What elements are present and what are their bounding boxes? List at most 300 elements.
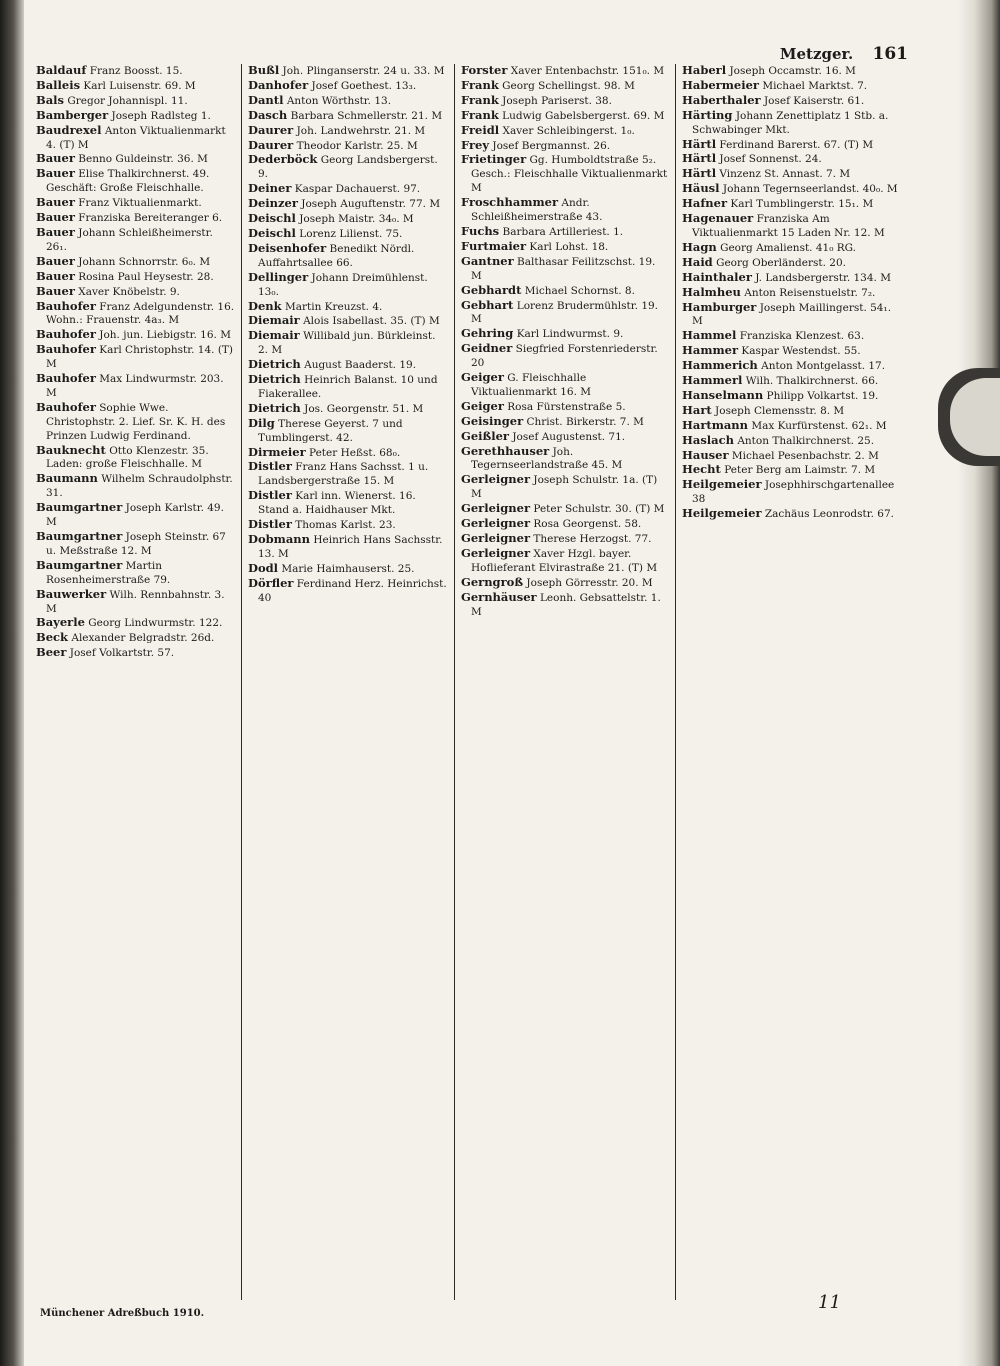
entry-surname: Bauer <box>36 166 75 181</box>
directory-entry <box>461 445 669 474</box>
directory-entry <box>36 226 235 255</box>
directory-entry <box>36 152 235 167</box>
entry-details: Marie Haimhauserst. 25. <box>281 562 415 575</box>
directory-entry <box>36 646 235 661</box>
entry-details: Joseph Schulstr. 1a. (T) M <box>471 474 658 501</box>
directory-entry <box>36 109 235 124</box>
entry-details: G. Fleischhalle Viktualienmarkt 16. M <box>471 372 591 398</box>
entry-surname: Bauknecht <box>36 442 106 457</box>
entry-surname: Gerleigner <box>461 531 531 545</box>
directory-entry <box>36 64 235 79</box>
entry-details: Kaspar Dachauerst. 97. <box>294 183 421 196</box>
directory-entry <box>682 419 902 434</box>
entry-details: August Baaderst. 19. <box>304 359 417 372</box>
directory-entry <box>36 328 235 343</box>
directory-entry <box>248 153 448 182</box>
entry-surname: Hammel <box>682 328 737 343</box>
entry-details: Siegfried Forstenriederstr. 20 <box>471 343 658 370</box>
entry-surname: Gebhardt <box>461 282 522 297</box>
directory-entry <box>461 547 669 576</box>
entry-details: Anton Viktualienmarkt 4. (T) M <box>46 124 226 151</box>
entry-surname: Hammer <box>682 343 739 358</box>
entry-surname: Dellinger <box>248 269 309 284</box>
entry-surname: Deiner <box>248 181 292 196</box>
entry-surname: Dobmann <box>248 532 311 546</box>
directory-entry <box>682 286 902 301</box>
entry-details: Wilhelm Schraudolphstr. 31. <box>46 473 233 500</box>
directory-entry <box>461 94 669 109</box>
directory-entry <box>461 327 669 342</box>
entry-surname: Bayerle <box>36 615 85 630</box>
entry-surname: Gernhäuser <box>461 589 537 604</box>
entry-details: Josef Kaiserstr. 61. <box>763 94 865 107</box>
entry-details: Joseph Maillingerst. 54₁. M <box>692 301 892 328</box>
entry-surname: Gebhart <box>461 297 514 312</box>
entry-surname: Dietrich <box>248 357 301 372</box>
entry-details: Karl Christophstr. 14. (T) M <box>46 344 234 371</box>
book-gutter <box>0 0 24 1366</box>
entry-details: Michael Marktst. 7. <box>762 79 868 92</box>
directory-entry <box>248 417 448 446</box>
directory-entry <box>36 588 235 617</box>
entry-surname: Danhofer <box>248 77 309 92</box>
entry-surname: Baumgartner <box>36 500 123 515</box>
entry-surname: Habermeier <box>682 77 759 92</box>
directory-entry <box>461 371 669 400</box>
entry-surname: Geißler <box>461 428 509 443</box>
directory-entry <box>682 109 902 138</box>
entry-surname: Härtl <box>682 136 717 151</box>
entry-surname: Frietinger <box>461 152 527 167</box>
entry-surname: Baumgartner <box>36 557 123 572</box>
entry-details: Joh. Tegernseerlandstraße 45. M <box>471 445 623 472</box>
entry-surname: Hauser <box>682 447 729 462</box>
entry-surname: Hart <box>682 402 712 417</box>
entry-details: Leonh. Gebsattelstr. 1. M <box>471 591 661 618</box>
entry-details: Franz Viktualienmarkt. <box>78 197 202 210</box>
entry-surname: Hainthaler <box>682 269 752 284</box>
directory-entry <box>461 342 669 371</box>
running-head <box>780 44 908 64</box>
entry-surname: Bauer <box>36 195 75 210</box>
directory-entry <box>248 446 448 461</box>
entry-details: Karl inn. Wienerst. 16. Stand a. Haidhauser Mkt. <box>258 490 416 517</box>
directory-entry <box>248 373 448 402</box>
entry-surname: Bauhofer <box>36 399 96 414</box>
directory-entry <box>682 434 902 449</box>
entry-details: Johann Schleißheimerstr. 26₁. <box>46 226 213 253</box>
entry-details: Wilh. Rennbahnstr. 3. M <box>46 588 225 615</box>
entry-surname: Dantl <box>248 92 284 107</box>
entry-details: Ludwig Gabelsbergerst. 69. M <box>502 109 665 122</box>
entry-surname: Hanselmann <box>682 387 764 402</box>
entry-details: Joh. Landwehrstr. 21. M <box>296 124 426 137</box>
entry-surname: Deischl <box>248 211 296 226</box>
directory-entry <box>248 562 448 577</box>
entry-surname: Geisinger <box>461 413 524 428</box>
directory-entry <box>682 344 902 359</box>
entry-surname: Bauer <box>36 224 75 239</box>
directory-entry <box>36 472 235 501</box>
entry-details: Joseph Occamstr. 16. M <box>729 65 856 77</box>
entry-surname: Bauhofer <box>36 342 96 357</box>
directory-entry <box>461 415 669 430</box>
entry-surname: Bals <box>36 92 65 107</box>
entry-surname: Hamburger <box>682 299 757 314</box>
entry-details: Peter Berg am Laimstr. 7. M <box>724 464 876 477</box>
entry-details: Heinrich Hans Sachsstr. 13. M <box>258 534 443 560</box>
entry-surname: Gerngroß <box>461 574 524 589</box>
directory-entry <box>248 94 448 109</box>
entry-details: Franziska Bereiteranger 6. <box>78 212 223 225</box>
entry-details: Josef Bergmannst. 26. <box>492 139 611 152</box>
entry-details: Lorenz Brudermühlstr. 19. M <box>471 299 659 326</box>
entry-details: Philipp Volkartst. 19. <box>766 389 879 402</box>
directory-entry <box>461 124 669 139</box>
directory-entry <box>36 401 235 444</box>
entry-details: Michael Pesenbachstr. 2. M <box>731 449 879 462</box>
entry-surname: Gantner <box>461 253 514 268</box>
entry-details: Wilh. Thalkirchnerst. 66. <box>745 375 879 388</box>
entry-details: Joseph Görresstr. 20. M <box>526 576 653 589</box>
column-2 <box>242 64 455 1300</box>
entry-details: Benedikt Nördl. Auffahrtsallee 66. <box>258 242 415 269</box>
entry-details: Joseph Auguftenstr. 77. M <box>301 198 441 211</box>
entry-details: Josef Augustenst. 71. <box>512 430 626 443</box>
entry-details: Kaspar Westendst. 55. <box>741 345 861 358</box>
entry-surname: Deischl <box>248 225 296 240</box>
entry-details: Sophie Wwe. Christophstr. 2. Lief. Sr. K. H. des Prinzen Ludwig Ferdinand. <box>46 401 226 442</box>
directory-entry <box>36 270 235 285</box>
directory-entry <box>248 139 448 154</box>
directory-entry <box>248 182 448 197</box>
directory-entry <box>36 124 235 153</box>
entry-surname: Haberthaler <box>682 92 761 107</box>
directory-entry <box>248 227 448 242</box>
column-4 <box>676 64 908 1300</box>
entry-surname: Dasch <box>248 107 288 122</box>
entry-surname: Gerleigner <box>461 516 531 531</box>
entry-surname: Denk <box>248 298 282 313</box>
entry-surname: Bauer <box>36 253 75 268</box>
directory-entry <box>682 138 902 153</box>
entry-surname: Gerethhauser <box>461 443 550 458</box>
entry-details: Rosina Paul Heysestr. 28. <box>78 270 214 283</box>
entry-surname: Furtmaier <box>461 238 527 253</box>
entry-surname: Dirmeier <box>248 444 306 459</box>
entry-details: Anton Reisenstuelstr. 7₂. <box>744 286 876 299</box>
entry-details: Johann Schnorrstr. 6₀. M <box>78 255 211 268</box>
entry-details: Joseph Maistr. 34₀. M <box>299 213 414 226</box>
entry-surname: Gerleigner <box>461 501 531 516</box>
directory-entry <box>682 256 902 271</box>
entry-surname: Härtl <box>682 166 717 181</box>
entry-surname: Baldauf <box>36 64 87 77</box>
directory-entry <box>36 285 235 300</box>
entry-details: Peter Heßst. 68₀. <box>308 446 401 459</box>
entry-details: Georg Lindwurmstr. 122. <box>88 617 223 630</box>
entry-surname: Hagn <box>682 239 717 254</box>
entry-details: Xaver Schleibingerst. 1₀. <box>502 124 635 137</box>
directory-entry <box>461 79 669 94</box>
entry-details: Martin Kreuzst. 4. <box>284 300 383 313</box>
directory-entry <box>461 400 669 415</box>
entry-details: Max Lindwurmstr. 203. M <box>46 373 224 399</box>
entry-surname: Halmheu <box>682 284 741 299</box>
directory-entry <box>248 212 448 227</box>
entry-details: Franz Hans Sachsst. 1 u. Landsbergerstraße 15. M <box>258 461 429 488</box>
entry-surname: Baumgartner <box>36 529 123 543</box>
directory-entry <box>461 430 669 445</box>
entry-details: Balthasar Feilitzschst. 19. M <box>471 255 656 282</box>
entry-details: Therese Herzogst. 77. <box>533 533 652 545</box>
directory-entry <box>682 389 902 404</box>
entry-surname: Haberl <box>682 64 727 77</box>
entry-details: Xaver Knöbelstr. 9. <box>78 285 180 298</box>
entry-details: Theodor Karlstr. 25. M <box>296 139 418 152</box>
directory-entry <box>36 559 235 588</box>
directory-entry <box>248 358 448 373</box>
directory-entry <box>248 518 448 533</box>
directory-entry <box>248 460 448 489</box>
entry-details: Joseph Radlsteg 1. <box>111 109 211 122</box>
entry-details: Gg. Humboldtstraße 5₂. Gesch.: Fleischhalle Viktualienmarkt M <box>471 154 668 195</box>
entry-surname: Hammerich <box>682 358 758 373</box>
directory-entry <box>461 517 669 532</box>
entry-surname: Gehring <box>461 326 514 341</box>
directory-entry <box>682 507 902 522</box>
entry-surname: Hammerl <box>682 373 743 388</box>
entry-surname: Fuchs <box>461 223 500 238</box>
entry-surname: Bauer <box>36 268 75 283</box>
directory-entry <box>682 94 902 109</box>
directory-entry <box>682 329 902 344</box>
entry-details: Alexander Belgradstr. 26d. <box>71 632 215 645</box>
entry-details: Georg Oberländerst. 20. <box>716 256 846 269</box>
entry-details: Jos. Georgenstr. 51. M <box>304 402 424 415</box>
entry-surname: Freidl <box>461 122 500 137</box>
entry-surname: Froschhammer <box>461 195 559 210</box>
entry-surname: Gerleigner <box>461 545 531 560</box>
entry-details: Zachäus Leonrodstr. 67. <box>764 508 894 521</box>
entry-details: Joseph Steinstr. 67 u. Meßstraße 12. M <box>46 531 226 557</box>
directory-entry <box>248 197 448 212</box>
directory-columns <box>30 64 908 1300</box>
directory-entry <box>248 489 448 518</box>
entry-surname: Frank <box>461 77 499 92</box>
entry-surname: Heilgemeier <box>682 506 762 521</box>
entry-details: Rosa Fürstenstraße 5. <box>507 400 626 413</box>
entry-details: Johann Zenettiplatz 1 Stb. a. Schwabinger Mkt. <box>692 109 889 136</box>
entry-surname: Distler <box>248 459 292 474</box>
entry-surname: Diemair <box>248 328 300 343</box>
directory-entry <box>682 241 902 256</box>
directory-entry <box>682 478 902 507</box>
directory-entry <box>36 79 235 94</box>
entry-details: Georg Amalienst. 41₀ RG. <box>720 241 857 254</box>
entry-details: Therese Geyerst. 7 und Tumblingerst. 42. <box>258 417 403 444</box>
entry-surname: Härtl <box>682 151 717 166</box>
directory-entry <box>461 299 669 328</box>
directory-entry <box>682 79 902 94</box>
entry-details: Lorenz Lilienst. 75. <box>299 227 403 240</box>
entry-details: Karl Lindwurmst. 9. <box>516 328 624 341</box>
directory-entry <box>461 255 669 284</box>
directory-entry <box>461 109 669 124</box>
entry-details: Anton Thalkirchnerst. 25. <box>737 434 875 447</box>
entry-details: Ferdinand Herz. Heinrichst. 40 <box>258 577 447 604</box>
entry-details: Rosa Georgenst. 58. <box>533 518 642 531</box>
entry-surname: Baudrexel <box>36 122 102 137</box>
directory-entry <box>36 631 235 646</box>
entry-surname: Bauhofer <box>36 371 96 386</box>
directory-entry <box>248 271 448 300</box>
entry-details: Martin Rosenheimerstraße 79. <box>46 559 171 586</box>
entry-details: Xaver Entenbachstr. 151₀. M <box>510 65 665 77</box>
entry-details: Karl Luisenstr. 69. M <box>83 79 196 92</box>
entry-details: Johann Tegernseerlandst. 40₀. M <box>722 183 898 196</box>
entry-details: Josef Goethest. 13₃. <box>311 79 417 92</box>
entry-details: Max Kurfürstenst. 62₁. M <box>751 419 887 432</box>
entry-details: Karl Tumblingerstr. 15₁. M <box>730 198 874 211</box>
entry-details: Vinzenz St. Annast. 7. M <box>719 168 851 181</box>
directory-entry <box>461 591 669 620</box>
entry-details: Joseph Karlstr. 49. M <box>46 502 224 529</box>
directory-entry <box>36 372 235 401</box>
directory-entry <box>248 79 448 94</box>
directory-entry <box>36 300 235 329</box>
directory-entry <box>682 152 902 167</box>
entry-details: Franz Adelgundenstr. 16. Wohn.: Frauenstr. 4a₃. M <box>46 300 235 327</box>
directory-entry <box>682 463 902 478</box>
directory-entry <box>461 240 669 255</box>
directory-entry <box>682 271 902 286</box>
directory-entry <box>36 616 235 631</box>
entry-surname: Dörfler <box>248 575 294 590</box>
directory-entry <box>461 576 669 591</box>
directory-entry <box>461 502 669 517</box>
entry-details: Josephhirschgartenallee 38 <box>692 479 895 506</box>
entry-surname: Bußl <box>248 64 280 77</box>
directory-entry <box>248 64 448 79</box>
directory-entry <box>248 402 448 417</box>
entry-details: Anton Wörthstr. 13. <box>286 94 392 107</box>
entry-details: Benno Guldeinstr. 36. M <box>78 153 208 166</box>
entry-details: J. Landsbergerstr. 134. M <box>755 271 891 284</box>
entry-details: Heinrich Balanst. 10 und Fiakerallee. <box>258 374 438 400</box>
directory-entry <box>682 404 902 419</box>
entry-details: Gregor Johannispl. 11. <box>67 94 188 107</box>
entry-surname: Bauwerker <box>36 586 107 601</box>
entry-surname: Hagenauer <box>682 211 754 226</box>
entry-details: Alois Isabellast. 35. (T) M <box>303 315 440 328</box>
entry-surname: Haid <box>682 254 713 269</box>
entry-surname: Geiger <box>461 370 504 385</box>
entry-surname: Distler <box>248 488 292 503</box>
entry-details: Peter Schulstr. 30. (T) M <box>533 503 665 516</box>
directory-entry <box>36 255 235 270</box>
directory-entry <box>36 167 235 196</box>
entry-surname: Beck <box>36 630 69 645</box>
entry-details: Andr. Schleißheimerstraße 43. <box>471 197 603 224</box>
directory-entry <box>461 153 669 196</box>
entry-surname: Heilgemeier <box>682 477 762 492</box>
entry-surname: Gerleigner <box>461 472 531 487</box>
entry-details: Joseph Clemensstr. 8. M <box>715 404 845 417</box>
entry-surname: Hartmann <box>682 417 749 432</box>
thumb-index-tab <box>938 368 1000 466</box>
entry-details: Barbara Artilleriest. 1. <box>502 225 624 238</box>
entry-details: Georg Schellingst. 98. M <box>502 79 635 92</box>
entry-surname: Deisenhofer <box>248 240 327 255</box>
directory-entry <box>36 211 235 226</box>
entry-surname: Hafner <box>682 196 728 211</box>
entry-surname: Geiger <box>461 398 504 413</box>
directory-entry <box>248 533 448 562</box>
entry-surname: Härting <box>682 107 733 122</box>
directory-entry <box>248 314 448 329</box>
directory-entry <box>682 449 902 464</box>
entry-surname: Geidner <box>461 341 513 356</box>
entry-details: Willibald jun. Bürkleinst. 2. M <box>258 330 436 357</box>
entry-details: Josef Sonnenst. 24. <box>719 153 822 166</box>
entry-details: Joh. jun. Liebigstr. 16. M <box>99 329 231 342</box>
sheet-mark: 11 <box>818 1292 841 1313</box>
entry-surname: Diemair <box>248 313 300 328</box>
directory-entry <box>461 64 669 79</box>
directory-entry <box>248 109 448 124</box>
directory-entry <box>461 139 669 154</box>
directory-entry <box>461 532 669 547</box>
entry-surname: Bauer <box>36 210 75 225</box>
entry-surname: Haslach <box>682 432 734 447</box>
entry-surname: Bamberger <box>36 107 109 122</box>
directory-entry <box>682 197 902 212</box>
directory-entry <box>682 212 902 241</box>
directory-entry <box>36 530 235 559</box>
entry-details: Christ. Birkerstr. 7. M <box>526 415 644 428</box>
directory-entry <box>248 242 448 271</box>
entry-surname: Dodl <box>248 560 279 575</box>
directory-entry <box>248 124 448 139</box>
column-1 <box>30 64 242 1300</box>
entry-surname: Hecht <box>682 462 721 477</box>
entry-details: Michael Schornst. 8. <box>524 284 635 297</box>
directory-entry <box>461 473 669 502</box>
entry-surname: Deinzer <box>248 196 298 211</box>
directory-entry <box>682 374 902 389</box>
directory-entry <box>682 182 902 197</box>
entry-details: Elise Thalkirchnerst. 49. Geschäft: Große Fleischhalle. <box>46 168 210 195</box>
entry-details: Thomas Karlst. 23. <box>295 519 396 532</box>
entry-details: Otto Klenzestr. 35. Laden: große Fleischhalle. M <box>46 444 209 471</box>
directory-entry <box>461 225 669 240</box>
entry-surname: Beer <box>36 645 67 660</box>
entry-surname: Dederböck <box>248 152 318 167</box>
entry-details: Barbara Schmellerstr. 21. M <box>290 109 443 122</box>
entry-surname: Daurer <box>248 122 294 137</box>
directory-entry <box>248 300 448 315</box>
section-title: Metzger. <box>779 45 854 63</box>
entry-surname: Balleis <box>36 77 81 92</box>
entry-surname: Bauer <box>36 283 75 298</box>
entry-details: Karl Lohst. 18. <box>529 240 609 253</box>
entry-details: Franziska Am Viktualienmarkt 15 Laden Nr. 12. M <box>692 213 885 239</box>
directory-entry <box>461 284 669 299</box>
entry-surname: Dietrich <box>248 400 301 415</box>
entry-surname: Bauer <box>36 151 75 166</box>
entry-surname: Bauhofer <box>36 327 96 342</box>
